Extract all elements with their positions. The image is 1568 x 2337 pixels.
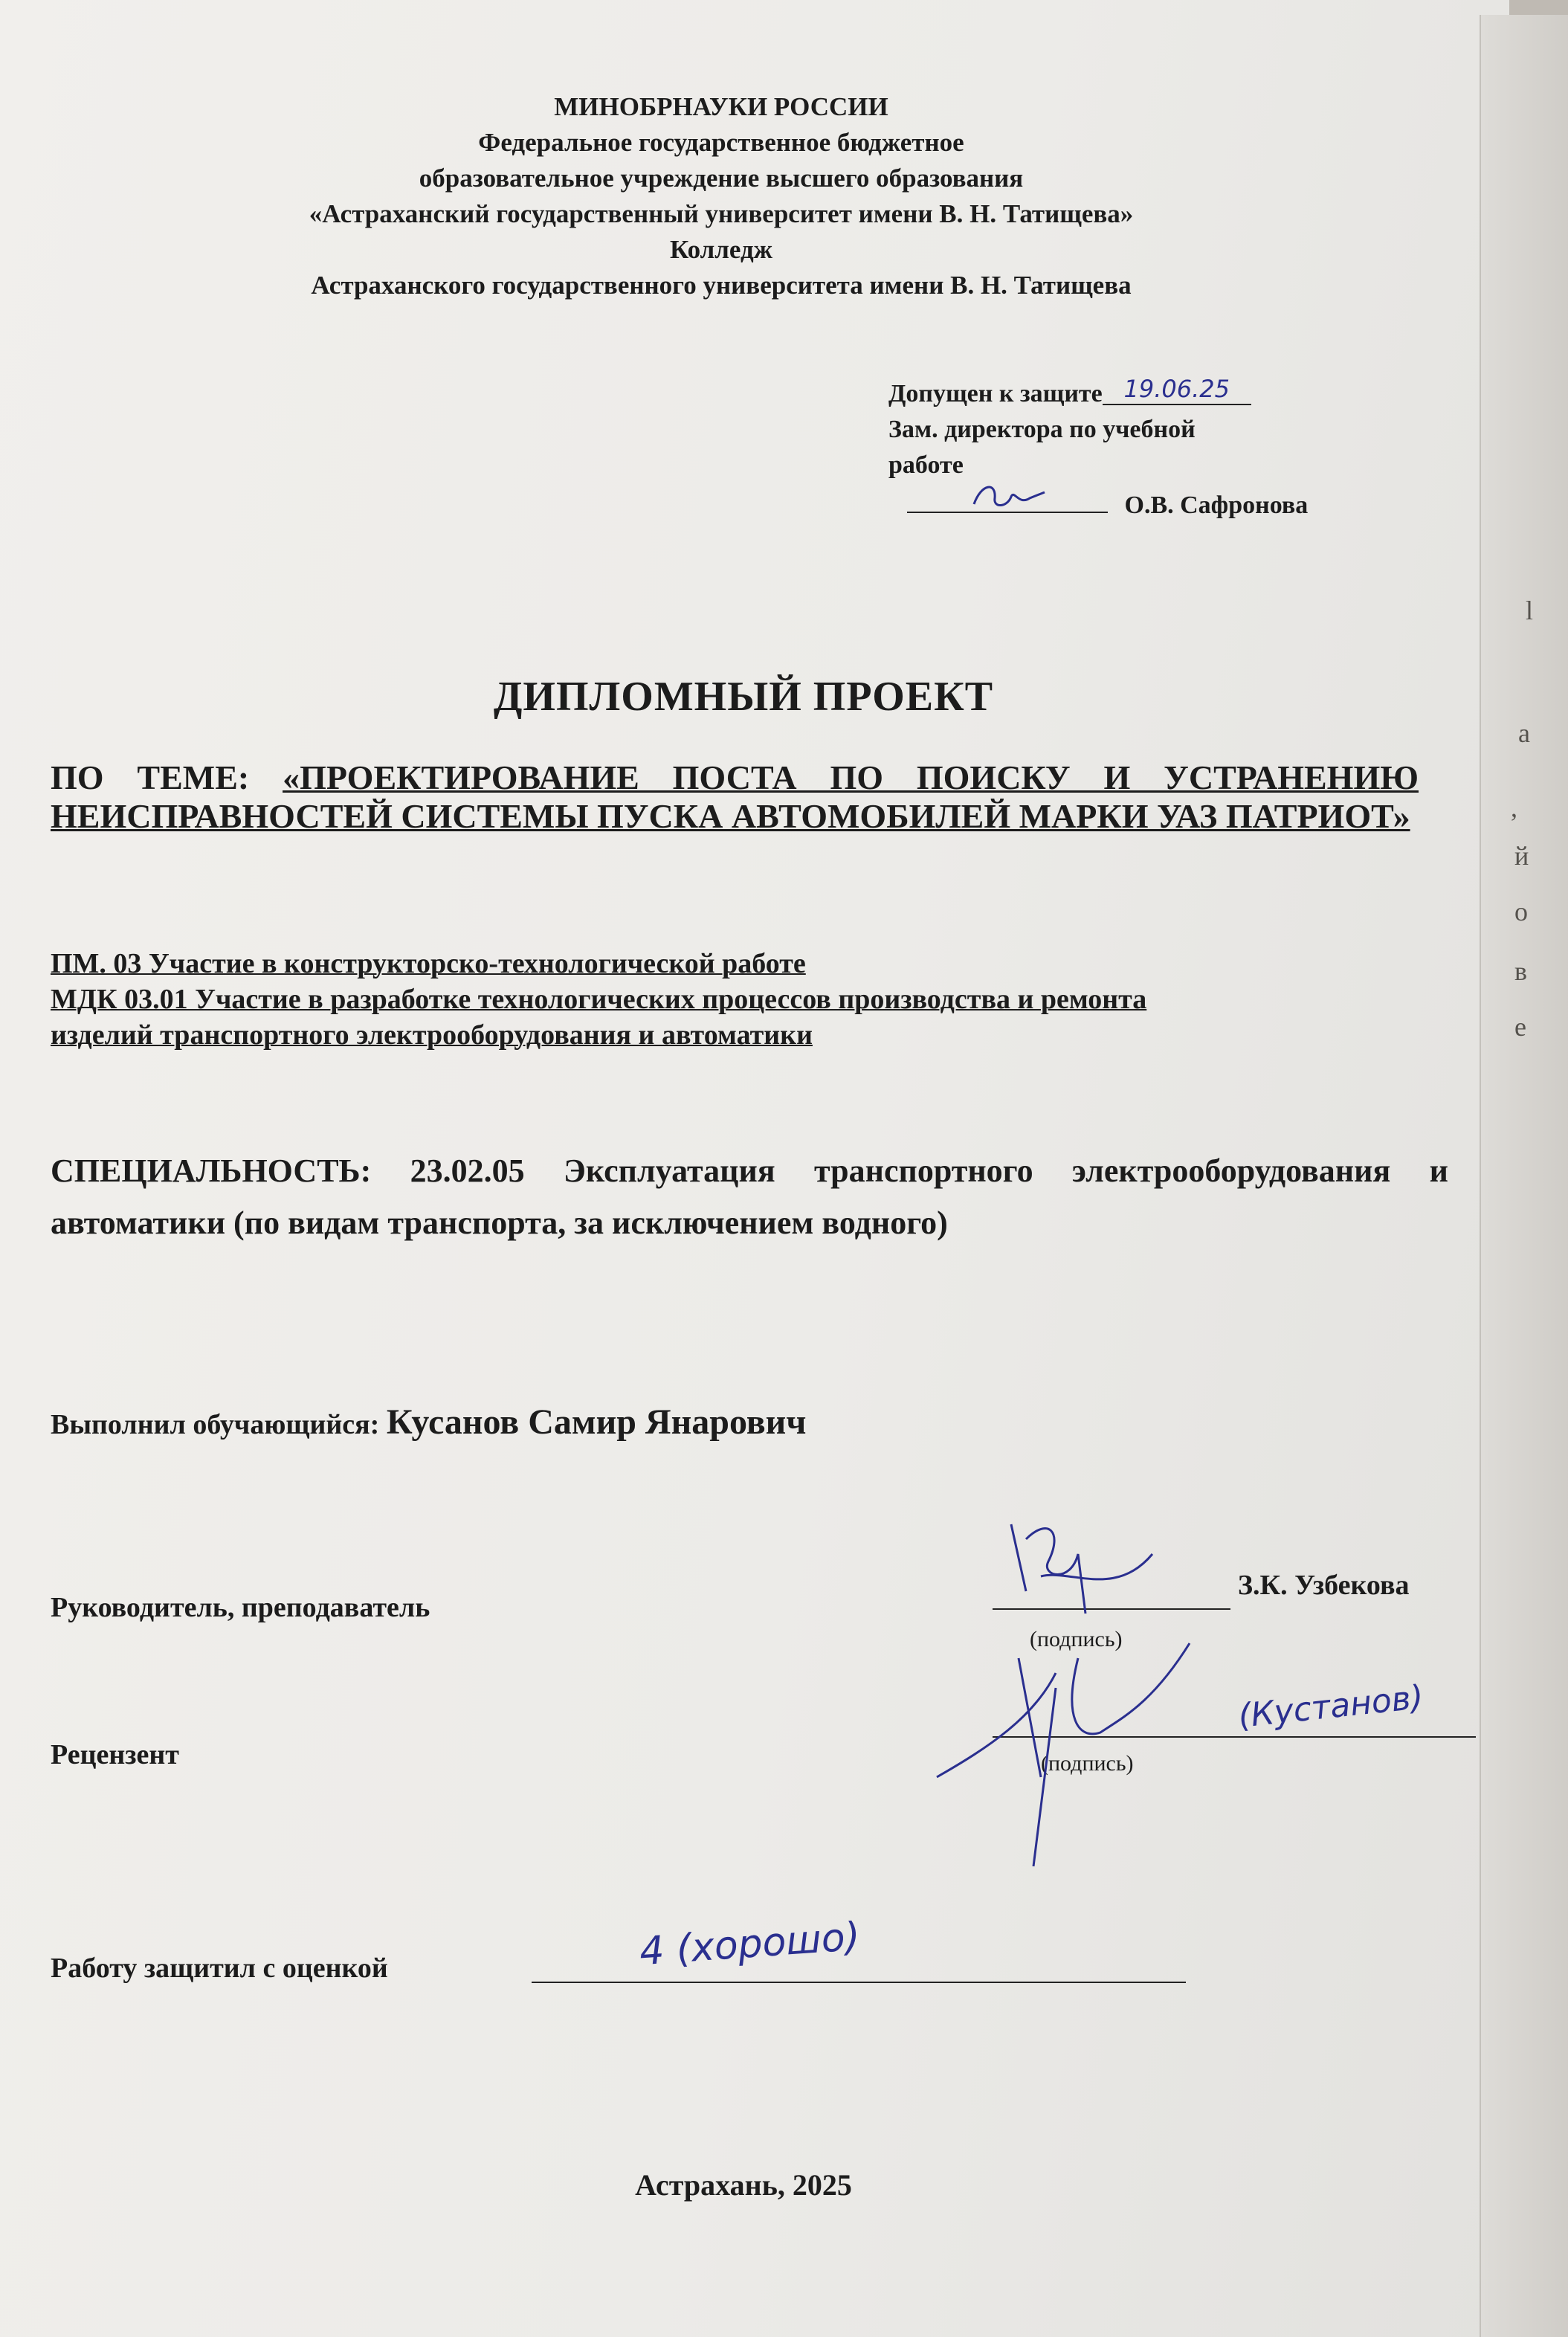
approval-block <box>888 375 1308 523</box>
position-line1: Зам. директора по учебной <box>888 416 1196 443</box>
college-affiliation: Астраханского государственного университета имени В. Н. Татищева <box>311 271 1132 300</box>
mdk-line1: МДК 03.01 Участие в разработке технологических процессов производства и ремонта <box>51 984 1147 1015</box>
student-block <box>51 1402 806 1443</box>
topic-text: «ПРОЕКТИРОВАНИЕ ПОСТА ПО ПОИСКУ И УСТРАНЕНИЮ НЕИСПРАВНОСТЕЙ СИСТЕМЫ ПУСКА АВТОМОБИЛЕЙ МАРКИ УАЗ ПАТРИОТ» <box>51 758 1419 835</box>
student-label: Выполнил обучающийся: <box>51 1409 380 1440</box>
admitted-date: 19.06.25 <box>1123 375 1230 403</box>
document-title: ДИПЛОМНЫЙ ПРОЕКТ <box>493 674 994 720</box>
project-topic <box>51 758 1419 836</box>
grade-line <box>532 1982 1186 1983</box>
supervisor-signature <box>996 1509 1175 1628</box>
mdk-line2: изделий транспортного электрооборудования и автоматики <box>51 1019 813 1051</box>
position-line2: работе <box>888 451 964 479</box>
grade-value-handwritten: 4 (хорошо) <box>638 1914 862 1975</box>
reviewer-signature-caption: (подпись) <box>1041 1751 1134 1776</box>
specialty-block <box>51 1145 1448 1249</box>
admitted-label: Допущен к защите <box>888 380 1103 407</box>
institution-header <box>164 89 1279 303</box>
specialty-text: 23.02.05 Эксплуатация транспортного электрооборудования и автоматики (по видам транспорта, за исключением водного) <box>51 1153 1448 1241</box>
college-label: Колледж <box>669 235 773 264</box>
specialty-label: СПЕЦИАЛЬНОСТЬ: <box>51 1153 372 1189</box>
institution-type: Федеральное государственное бюджетное <box>478 128 964 157</box>
deputy-signature-line <box>907 483 1108 513</box>
institution-level: образовательное учреждение высшего образования <box>419 164 1024 193</box>
supervisor-label: Руководитель, преподаватель <box>51 1592 430 1623</box>
reviewer-name-handwritten: (Кустанов) <box>1236 1678 1425 1735</box>
deputy-name: О.В. Сафронова <box>1124 491 1309 519</box>
supervisor-signature-caption: (подпись) <box>1030 1627 1123 1651</box>
underlying-sheet: l а , й о в е <box>1480 15 1568 2337</box>
supervisor-name: З.К. Узбекова <box>1238 1570 1410 1601</box>
reviewer-label: Рецензент <box>51 1739 179 1770</box>
student-name: Кусанов Самир Янарович <box>386 1402 807 1442</box>
city-year: Астрахань, 2025 <box>635 2168 852 2202</box>
topic-label: ПО ТЕМЕ: <box>51 758 250 796</box>
reviewer-signature <box>929 1628 1197 1874</box>
module-block <box>51 946 1448 1053</box>
deputy-signature <box>967 476 1048 513</box>
university-name: «Астраханский государственный университет имени В. Н. Татищева» <box>309 199 1134 228</box>
professional-module: ПМ. 03 Участие в конструкторско-технологической работе <box>51 948 806 979</box>
grade-label: Работу защитил с оценкой <box>51 1953 388 1984</box>
ministry-name: МИНОБРНАУКИ РОССИИ <box>554 92 888 121</box>
